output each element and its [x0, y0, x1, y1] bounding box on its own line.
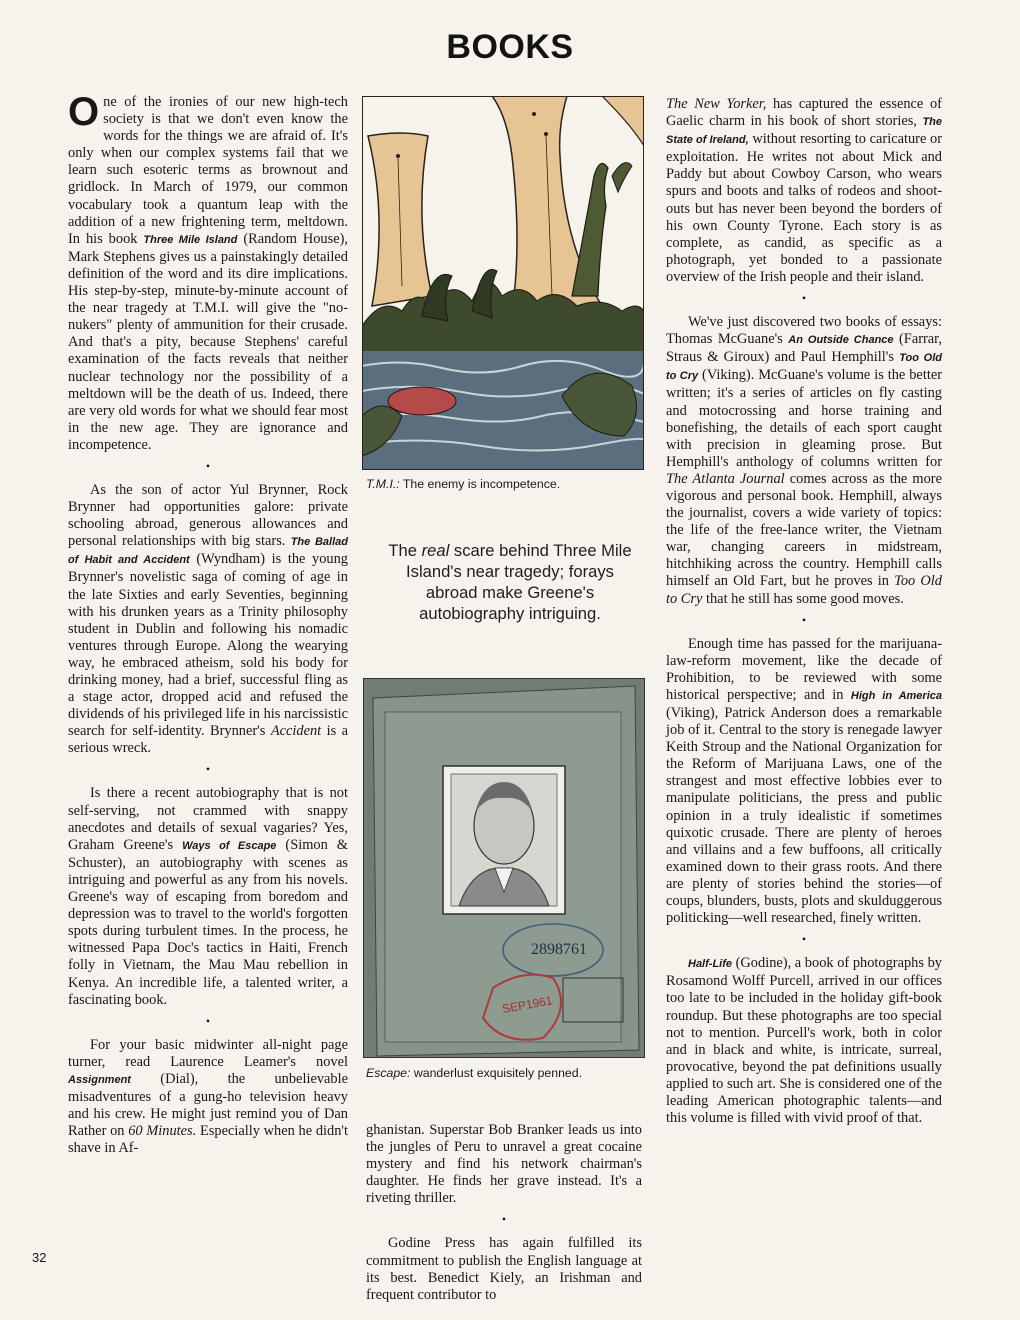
section-bullet: • — [801, 291, 807, 306]
section-bullet: • — [205, 762, 211, 777]
paragraph-essays: We've just discovered two books of essays: Thomas McGuane's An Outside Chance (Farrar, Straus & Giroux) and Paul Hemphill's Too Old to Cry (Viking). McGuane's volume is the better written; it's a series of articles on fly casting and motocrossing and horse training and bonefishing, the details of each sport caught with precision in gleaming prose. But Hemphill's anthology of columns written for The Atlanta Journal comes across as the more vigorous and personal book. Hemphill, always the journalist, covers a wide variety of topics: the life of the free-lance writer, the Vietnam war, changing careers in midstream, hitchhiking across the country. Hemphill calls himself an Old Fart, but he proves in Too Old to Cry that he still has some good moves. — [666, 314, 943, 607]
paragraph-brynner: As the son of actor Yul Brynner, Rock Brynner had opportunities galore: private schooling abroad, generous allowances and personal relationships with big stars. The Ballad of Habit and Accident (Wyndham) is the young Brynner's novelistic saga of coming of age in the late Sixties and early Seventies, beginning with his drunken years as a Trinity philosophy student in Dublin and following his nomadic ventures through Europe. Along the wearying way, he embraced atheism, sold his body for drinking money, had a brief, successful fling as a stage actor, dropped acid and refused the dividends of his privileged life in his narcissistic search for self-identity. Brynner's Accident is a serious wreck. — [68, 481, 349, 757]
cooling-tower-illustration — [362, 96, 644, 470]
book-title: Three Mile Island — [143, 233, 238, 246]
paragraph-marijuana: Enough time has passed for the marijuana-law-reform movement, like the decade of Prohibition, to be reviewed with some historical perspective; and in High in America (Viking), Patrick Anderson does a remarkable job of it. Central to the story is renegade lawyer Keith Stroup and the National Organization for the Reform of Marijuana Laws, one of the strangest and most effective lobbies ever to manipulate politicians, the press and public opinion in a truly idealistic if sometimes quixotic crusade. There are plenty of heroes and villains and a few buffoons, all critically examined down to their grass roots. And there are plenty of stories behind the stories—of coups, blunders, busts, plots and skulduggerous politicking—well researched, finely written. — [666, 635, 942, 927]
paragraph-godine: Godine Press has again fulfilled its commitment to publish the English language at its best. Benedict Kiely, an Irishman and frequent contributor to — [366, 1235, 642, 1303]
paragraph-greene: Is there a recent autobiography that is not self-serving, not crammed with snappy anecdotes and details of sexual vagaries? Yes, Graham Greene's Ways of Escape (Simon & Schuster), an autobiography with scenes as intriguing and powerful as any from his novels. Greene's way of escaping from boredom and depression was to travel to the world's forgotten spots during turbulent times. In the process, he witnessed Papa Doc's tactics in Haiti, French folly in Vietnam, the Mau Mau rebellion in Kenya. An incredible life, a talented writer, a fascinating book. — [68, 785, 348, 1008]
section-bullet: • — [801, 612, 807, 627]
book-title: An Outside Chance — [788, 334, 894, 347]
column-3 — [666, 96, 942, 1127]
caption-escape: Escape: wanderlust exquisitely penned. — [366, 1066, 583, 1080]
section-bullet: • — [205, 458, 211, 473]
pull-quote: The real scare behind Three Mile Island's near tragedy; forays abroad make Greene's autobiography intriguing. — [388, 541, 632, 623]
caption-tmi: T.M.I.: The enemy is incompetence. — [366, 477, 561, 491]
book-title: Half-Life — [688, 958, 732, 971]
book-title: Assignment — [68, 1073, 131, 1086]
paragraph-leamer-cont: ghanistan. Superstar Bob Branker leads us into the jungles of Peru to unravel a great cocaine mystery and find his network chairman's daughter. He finds her grave instead. It's a riveting thriller. — [366, 1122, 642, 1207]
book-title: High in America — [850, 689, 942, 702]
paragraph-leamer: For your basic midwinter all-night page turner, read Laurence Leamer's novel Assignment (Dial), the unbelievable misadventures of a gung-ho television heavy and his crew. He might just remind you of Dan Rather on 60 Minutes. Especially when he didn't shave in Af- — [68, 1036, 348, 1157]
book-title: Ways of Escape — [182, 839, 277, 852]
book-title: Too Old to Cry — [666, 352, 943, 383]
book-title: The State of Ireland, — [666, 116, 942, 147]
drop-cap: O — [68, 90, 100, 134]
paragraph-kiely: The New Yorker, has captured the essence of Gaelic charm in his book of short stories, The State of Ireland, without resorting to caricature or exploitation. He writes not about Mick and Paddy but about Cowboy Carson, who wears spurs and boots and talks of rodeos and shoot-outs but has never been beyond the borders of his own County Tyrone. Each story is as complete, as candid, as specific as a photograph, yet bonded to a passionate overview of the Irish people and their island. — [666, 96, 942, 285]
paragraph-halflife: Half-Life (Godine), a book of photographs by Rosamond Wolff Purcell, arrived in our offices too late to be included in the holiday gift-book roundup. But these photographs are too special not to mention. Purcell's work, both in color and in black and white, is intricate, surreal, provocative, beyond the pat definitions usually applied to such art. She is considered one of the leading American photographic talents—and this volume is filled with vivid proof of that. — [666, 955, 942, 1127]
page-number: 32 — [32, 1250, 47, 1265]
column-2-text — [366, 1122, 642, 1304]
paragraph-tmi: One of the ironies of our new high-tech society is that we don't even know the words for the things we are afraid of. It's only when our complex systems fail that we learn such esoteric terms as brownout and gridlock. In March of 1979, our common vocabulary took a quantum leap with the addition of a new frightening term, meltdown. In his book Three Mile Island (Random House), Mark Stephens gives us a painstakingly detailed definition of the word and its dire implications. His step-by-step, minute-by-minute account of the near tragedy at T.M.I. will give the "no-nukers" plenty of ammunition for their crusade. And that's a pity, because Stephens' careful examination of the facts reveals that neither nuclear technology nor the possibility of a meltdown will be the death of us. Indeed, there are very old words for what we should fear most in the new age. They are ignorance and incompetence. — [68, 90, 348, 453]
book-title: The Ballad of Habit and Accident — [68, 536, 349, 567]
passport-illustration — [363, 678, 645, 1058]
section-bullet: • — [801, 932, 807, 947]
passport-stamp-number: 2898761 — [531, 941, 587, 958]
column-1 — [68, 90, 349, 1157]
section-bullet: • — [205, 1013, 211, 1028]
section-bullet: • — [501, 1212, 507, 1227]
passport-stamp-date: SEP1961 — [501, 993, 554, 1016]
page-title: BOOKS — [446, 28, 574, 66]
